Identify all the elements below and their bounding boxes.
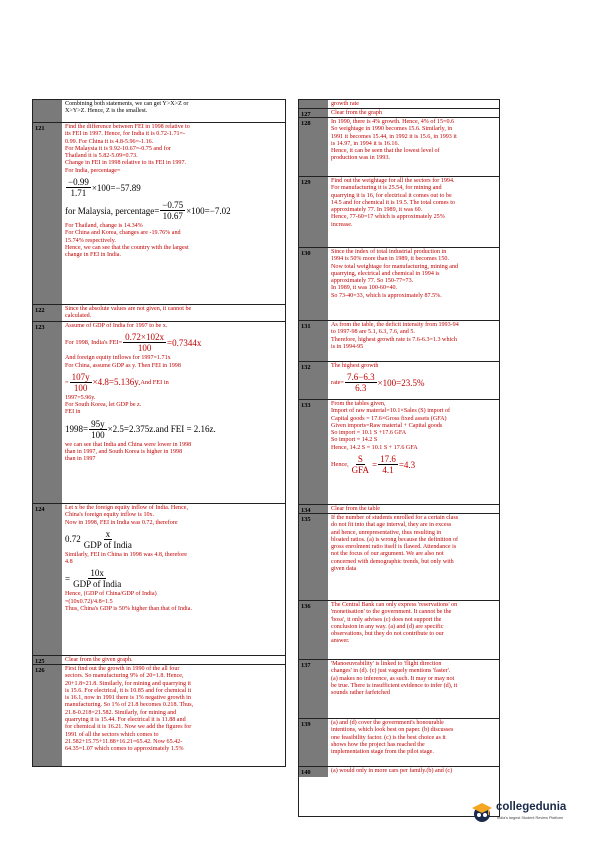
answer-row — [33, 504, 285, 656]
question-number: 124 — [33, 504, 62, 655]
equation — [65, 529, 283, 550]
numerator: −0.75 — [162, 200, 184, 211]
text-line: (a) and (d) cover the government's honourable — [331, 720, 444, 726]
text-line: Change in FEI in 1998 relative to its FEI in 1997. — [65, 160, 187, 167]
text-line: 1991 it becomes 15.44, in 1992 it is 15.6, in 1993 it — [331, 133, 457, 140]
text-line: and hence, unrepresentative, thus resulting in — [331, 529, 442, 536]
text-line: is 14.97, in 1994 it is 16.16. — [331, 140, 400, 147]
text-line: implementation stage from the pilot stage. — [331, 749, 434, 756]
answer-text — [62, 656, 285, 664]
answer-text — [62, 123, 285, 304]
answer-text — [328, 100, 499, 108]
text-line: (a) makes no inference, as such. It may or may not — [331, 675, 455, 682]
question-number: 135 — [299, 514, 328, 600]
text-line: is 16.1, now in 1991 there is 1% negative growth in — [65, 695, 191, 702]
text-line: growth rate — [331, 101, 359, 107]
text-line: So import = 10.1 S +17.6 GFA — [331, 430, 407, 437]
text-line: Since the index of total industrial production in — [331, 249, 447, 255]
math-text: rate= — [331, 379, 344, 387]
text-line: 15.74% respectively. — [65, 237, 116, 244]
text-line: be true. There is insufficient evidence to infer (d), it — [331, 682, 458, 689]
text-line: In 1990, there is 4% growth. Hence, 4% of 15=0.6 — [331, 119, 455, 125]
fraction — [71, 568, 123, 589]
solutions-column-left — [32, 99, 286, 767]
text-line: 20+1.8=21.8. Similarly, for mining and quarrying it — [65, 680, 191, 687]
text-line: shows how the project has reached the — [331, 741, 425, 748]
text-line: than in 1997, and South Korea is higher in 1998 — [65, 449, 183, 456]
equation — [331, 454, 497, 475]
text-line: So weightage in 1990 becomes 15.6. Similarly, in — [331, 126, 453, 133]
text-line: For China and Korea, changes are -19.76% and — [65, 230, 181, 237]
denominator: 10.67 — [162, 211, 183, 222]
answer-text — [62, 322, 285, 503]
text-line: Hence, 77-60=17 which is approximately 25% — [331, 214, 445, 221]
question-number: 127 — [299, 109, 328, 117]
answer-row — [33, 100, 285, 123]
answer-row — [299, 100, 499, 109]
denominator: 100 — [73, 382, 88, 393]
denominator: 1.71 — [70, 188, 87, 199]
answer-row — [299, 321, 499, 362]
answer-text — [328, 118, 499, 176]
text-line: production was in 1993. — [331, 155, 390, 162]
fraction — [70, 372, 92, 393]
text-line: bloated ratios. (a) is wrong because the definition of — [331, 536, 459, 543]
text-line: First find out the growth in 1990 of the all four — [65, 666, 180, 672]
text-line: Clear from the graph — [331, 110, 382, 116]
text-line: is 15.6. For electrical, it is 10.85 and for chemical it — [65, 687, 192, 694]
math-text: = — [372, 459, 378, 470]
answer-text — [328, 177, 499, 247]
answer-text — [62, 504, 285, 655]
answer-text — [328, 601, 499, 659]
text-line: approximately 77. In 1989, it was 60. — [331, 207, 423, 214]
numerator: 17.6 — [380, 454, 396, 465]
answer-text — [328, 321, 499, 361]
text-line: Hence, it can be seen that the lowest level of — [331, 148, 440, 155]
answer-text — [328, 362, 499, 399]
math-text: ×100=−57.89 — [91, 182, 141, 193]
text-line: one feasibility factor. (c) is the best choice as it — [331, 734, 446, 741]
text-line: for chemical it is 16.21. Now we add the figures for — [65, 724, 192, 731]
numerator: S — [357, 454, 363, 465]
answer-row — [299, 177, 499, 248]
text-line: Similarly, FEI in China in 1998 was 4.8, therefore — [65, 551, 187, 558]
answer-row — [299, 362, 499, 400]
text-line: Find out the weightage for all the sectors for 1994. — [331, 178, 455, 184]
math-text: 1998= — [65, 424, 89, 435]
text-line: quarrying, electrical and chemical in 1994 is — [331, 270, 440, 277]
text-line: to 1997-98 are 5.1, 6.3, 7.6, and 5. — [331, 329, 415, 336]
text-line: 21.8-0.218=21.582. Similarly, for mining and — [65, 709, 177, 716]
text-line: calculated. — [65, 313, 92, 320]
text-line: From the tables given, — [331, 401, 386, 407]
denominator: GDP of India — [73, 579, 122, 590]
text-line: =(10x0.72)/4.8=1.5 — [65, 598, 113, 605]
answer-row — [299, 767, 499, 777]
text-line: For Malaysia it is 9.92-10.67=-0.75 and for — [65, 145, 171, 152]
text-line: The highest growth — [331, 363, 379, 369]
math-text: ×100=−7.02 — [186, 205, 231, 216]
question-number: 131 — [299, 321, 328, 361]
answer-row — [33, 305, 285, 322]
answer-row — [299, 248, 499, 321]
question-number: 134 — [299, 505, 328, 513]
text-line: do not fit into that age interval, they are in excess — [331, 522, 452, 529]
text-line: sounds rather farfetched — [331, 690, 390, 697]
logo-tagline: India's largest Student Review Platform — [497, 816, 564, 820]
text-line: Thailand it is 5.82-5.09=0.73. — [65, 153, 138, 160]
question-number: 140 — [299, 767, 328, 777]
answer-row — [33, 322, 285, 504]
answer-row — [299, 601, 499, 660]
text-line: 1997=5.96y. — [65, 394, 96, 401]
solutions-column-right — [298, 99, 500, 817]
text-line: 'boss', it only advises (c) does not support the — [331, 616, 442, 623]
denominator: 100 — [91, 429, 105, 440]
answer-row — [299, 719, 499, 767]
text-line: Assume of GDP of India for 1997 to be x. — [65, 323, 168, 329]
answer-row — [299, 514, 499, 601]
graduate-cap-icon — [470, 800, 494, 824]
numerator: 7.6−6.3 — [347, 372, 375, 383]
question-number: 132 — [299, 362, 328, 399]
question-number: 139 — [299, 719, 328, 766]
denominator: GFA — [351, 465, 369, 476]
text-line: The Central Bank can only express 'reservations' on — [331, 602, 458, 608]
fraction — [378, 454, 398, 475]
text-line: 0.99. For China it is 4.8-5.96=-1.16. — [65, 138, 154, 145]
question-number: 130 — [299, 248, 328, 320]
text-line: quarrying it is 15.44. For electrical it is 11.88 and — [65, 717, 186, 724]
answer-text — [328, 767, 499, 777]
answer-text — [328, 660, 499, 718]
equation — [65, 200, 283, 221]
collegedunia-logo — [470, 796, 580, 830]
math-text: For 1998, India's FEI= — [65, 339, 123, 347]
question-number: 121 — [33, 123, 62, 304]
text-line: 1994 is 50% more than in 1989, it becomes 150. — [331, 256, 449, 263]
answer-text — [62, 100, 285, 122]
answer-text — [328, 719, 499, 766]
math-text: 0.72 — [65, 534, 81, 545]
question-number: 136 — [299, 601, 328, 659]
text-line: than in 1997 — [65, 456, 96, 463]
text-line: given data — [331, 566, 357, 573]
text-line: 4.8 — [65, 559, 73, 566]
text-line: Capital goods = 17.6×Gross fixed assets (GFA) — [331, 415, 447, 422]
question-number — [299, 100, 328, 108]
math-text: ×4.8=5.136y. — [92, 377, 141, 388]
text-line: not the focus of our argument. We are also not — [331, 551, 444, 558]
equation — [65, 419, 283, 440]
fraction — [350, 454, 371, 475]
math-text: for Malaysia, percentage= — [65, 205, 160, 216]
question-number: 126 — [33, 665, 62, 766]
math-text: = — [65, 378, 69, 386]
text-line: Find the difference between FEI in 1998 relative to — [65, 124, 190, 130]
text-line: X>Y>Z. Hence, Z is the smallest. — [65, 108, 148, 115]
question-number: 125 — [33, 656, 62, 664]
text-line: 'monetisation' to the government. It cannot be the — [331, 609, 452, 616]
text-line: concerned with demographic trends, but only with — [331, 558, 454, 565]
text-line: As from the table, the deficit intensity from 1993-94 — [331, 322, 459, 328]
fraction — [345, 372, 377, 393]
answer-row — [299, 109, 499, 118]
answer-row — [299, 660, 499, 719]
fraction — [160, 200, 185, 221]
text-line: For India, percentage= — [65, 167, 121, 174]
text-line: quarrying it is 16, for electrical it comes out to be — [331, 192, 452, 199]
text-line: sectors. So manufacturing 9% of 20=1.8. Hence, — [65, 673, 184, 680]
answer-text — [328, 400, 499, 504]
answer-row — [33, 123, 285, 305]
text-line: For manufacturing it is 25.54, for mining and — [331, 185, 442, 192]
math-text: ×2.5=2.375z.and FEI = 2.16z. — [107, 424, 216, 435]
text-line: increase. — [331, 221, 353, 228]
text-line: For Thailand, change is 14.34% — [65, 223, 143, 230]
text-line: 64.35=1.07 which comes to approximately 1.5% — [65, 746, 184, 753]
text-line: answer. — [331, 638, 350, 645]
text-line: 21.582+15.75+11.88+16.21=65.42. Now 65.42- — [65, 738, 183, 745]
text-line: changes' in (d). (c) just vaguely mentions 'faster'. — [331, 668, 451, 675]
text-line: intentions, which look best on paper. (b) discusses — [331, 727, 454, 734]
text-line: conclusion in any way. (a) and (d) are specific — [331, 623, 444, 630]
answer-text — [62, 305, 285, 321]
answer-text — [328, 505, 499, 513]
text-line: Now total weightage for manufacturing, mining and — [331, 263, 459, 270]
text-line: 14.5 and for chemical it is 19.5. The total comes to — [331, 199, 455, 206]
question-number: 137 — [299, 660, 328, 718]
text-line: And foreign equity inflows for 1997=1.71x — [65, 355, 171, 362]
text-line: is in 1994-95 — [331, 343, 364, 350]
answer-text — [328, 109, 499, 117]
text-line: For China, assume GDP as y. Then FEI in 1998 — [65, 362, 181, 369]
text-line: Clear from the given graph. — [65, 657, 133, 663]
denominator: 6.3 — [355, 383, 367, 394]
text-line: (a) would only in more cars per family.(b) and (c) — [331, 768, 453, 774]
text-line: FEI in — [65, 409, 81, 416]
text-line: So 73-40=33, which is approximately 87.5%. — [331, 292, 442, 299]
equation — [65, 568, 283, 589]
numerator: 95y — [91, 418, 105, 429]
answer-text — [328, 514, 499, 600]
numerator: 107y — [71, 371, 90, 382]
text-line: observations, but they do not contribute to our — [331, 631, 444, 638]
text-line: manufacturing. So 1% of 21.8 becomes 0.218. Thus, — [65, 702, 194, 709]
answer-row — [33, 656, 285, 665]
equation — [65, 177, 283, 198]
math-text: = — [65, 573, 71, 584]
equation — [331, 372, 497, 393]
question-number: 129 — [299, 177, 328, 247]
text-line: Hence, (GDP of China/GDP of India) — [65, 591, 157, 598]
numerator: x — [105, 528, 111, 539]
text-line: Given imports=Raw material + Capital goods — [331, 422, 443, 429]
text-line: In 1989, it was 100-60=40. — [331, 285, 398, 292]
text-line: 'Manoeuvrability' is linked to 'flight direction — [331, 661, 442, 667]
question-number: 123 — [33, 322, 62, 503]
text-line: Let x be the foreign equity inflow of India. Hence, — [65, 505, 189, 511]
text-line: Hence, 14.2 S = 10.1 S + 17.6 GFA — [331, 444, 418, 451]
fraction — [89, 419, 107, 440]
text-line: China's foreign equity inflow is 10x. — [65, 512, 155, 519]
fraction — [123, 332, 166, 353]
text-line: 1991 of all the sectors which comes to — [65, 731, 159, 738]
numerator: 0.72×102x — [125, 332, 164, 343]
text-line: its FEI in 1997. Hence, for India it is 0.72-1.71=- — [65, 131, 186, 138]
text-line: Since the absolute values are not given, it cannot be — [65, 306, 192, 312]
answer-row — [299, 118, 499, 177]
fraction — [66, 177, 91, 198]
answer-row — [299, 505, 499, 514]
question-number: 122 — [33, 305, 62, 321]
text-line: Thus, China's GDP is 50% higher than that of India. — [65, 606, 192, 613]
answer-row — [33, 665, 285, 766]
math-text: And FEI in — [140, 378, 169, 386]
text-line: For South Korea, let GDP be z. — [65, 402, 142, 409]
question-number: 128 — [299, 118, 328, 176]
text-line: Import of raw material=10.1×Sales (S) import of — [331, 408, 451, 415]
math-text: ×100=23.5% — [377, 377, 425, 388]
text-line: change in FEI in India. — [65, 252, 122, 259]
numerator: 10x — [90, 568, 104, 579]
math-text: =0.7344x — [167, 337, 202, 348]
text-line: Therefore, highest growth rate is 7.6-6.3=1.3 which — [331, 336, 457, 343]
logo-name: collegedunia — [496, 801, 567, 813]
answer-text — [328, 248, 499, 320]
equation — [65, 332, 283, 353]
fraction — [82, 529, 134, 550]
text-line: If the number of students enrolled for a certain class — [331, 515, 459, 521]
denominator: GDP of India — [83, 539, 132, 550]
text-line: we can see that India and China were lower in 1998 — [65, 441, 192, 448]
answer-text — [62, 665, 285, 766]
equation — [65, 372, 283, 393]
text-line: gross enrolment ratio itself is flawed. Attendance is — [331, 544, 457, 551]
text-line: Combining both statements, we can get Y>X>Z or — [65, 101, 189, 107]
question-number: 133 — [299, 400, 328, 504]
denominator: 100 — [137, 343, 152, 354]
text-line: Hence, we can see that the country with the largest — [65, 244, 189, 251]
numerator: −0.99 — [68, 177, 89, 188]
math-text: =4.3 — [398, 459, 416, 470]
answer-row — [299, 400, 499, 505]
text-line: Clear from the table — [331, 506, 380, 512]
text-line: So import = 14.2 S — [331, 437, 378, 444]
math-text: Hence, — [331, 461, 349, 469]
text-line: Now in 1998, FEI in India was 0.72, therefore — [65, 519, 178, 526]
question-number — [33, 100, 62, 122]
text-line: approximately 77. So 150-77=73. — [331, 278, 414, 285]
denominator: 4.1 — [382, 465, 394, 476]
